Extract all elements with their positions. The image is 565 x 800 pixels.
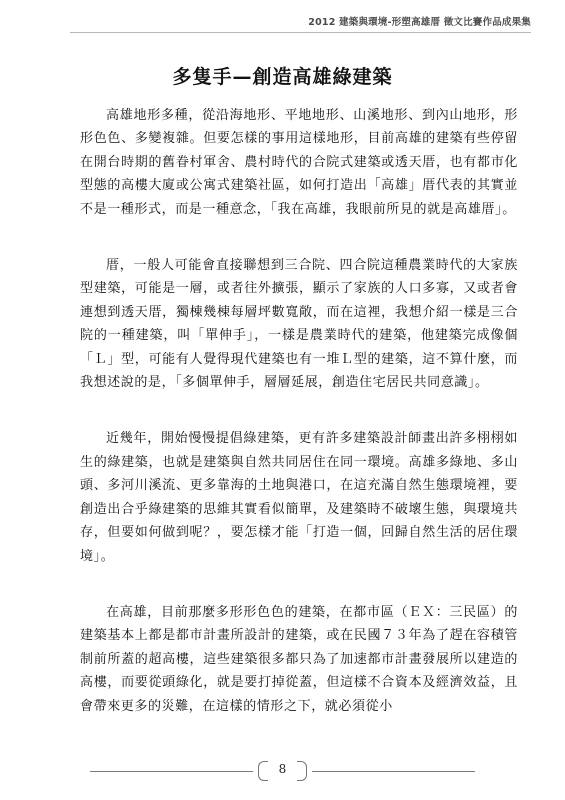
paragraph-2: 厝，一般人可能會直接聯想到三合院、四合院這種農業時代的大家族型建築，可能是一層，或者往外擴張，顯示了家族的人口多寡，又或者會連想到透天厝，獨棟幾棟每層坪數寬敞，而在這裡，我想介紹一樣是三合院的一種建築，叫「單伸手」，一樣是農業時代的建築，他建築完成像個「Ｌ」型，可能有人覺得現代建築也有一堆Ｌ型的建築，這不算什麼，而我想述說的是，「多個單伸手，層層延展，創造住宅居民共同意識」。 <box>80 258 518 391</box>
page-number: 8 <box>278 762 287 776</box>
paragraph-4: 在高雄，目前那麼多形形色色的建築，在都市區（ＥＸ：三民區）的建築基本上都是都市計畫所設計的建築，或在民國７３年為了趕在容積管制前所蓋的超高樓，這些建築很多都只為了加速都市計畫發展所以建造的高樓，而要從頭綠化，就是要打掉從蓋，但這樣不合資本及經濟效益，且會帶來更多的災難，在這樣的情形之下，就必須從小 <box>80 604 518 714</box>
header-rule <box>70 32 531 33</box>
footer-rule-right <box>312 771 475 772</box>
footer-rule-left <box>90 771 253 772</box>
page-footer <box>90 760 475 784</box>
left-bracket-icon <box>258 761 268 781</box>
running-header: 2012 建築與環境-形塑高雄厝 徵文比賽作品成果集 <box>308 17 531 28</box>
article-body <box>80 104 518 751</box>
paragraph-3: 近幾年，開始慢慢提倡綠建築，更有許多建築設計師畫出許多栩栩如生的綠建築，也就是建築與自然共同居住在同一環境。高雄多綠地、多山頭、多河川溪流、更多靠海的土地與港口，在這充滿自然生態環境裡，要創造出合乎綠建築的思維其實看似簡單，及建築時不破壞生態，與環境共存，但要如何做到呢？，要怎樣才能「打造一個，回歸自然生活的居住環境」。 <box>80 431 518 564</box>
right-bracket-icon <box>297 761 307 781</box>
page-title: 多隻手—創造高雄綠建築 <box>172 66 393 88</box>
paragraph-1: 高雄地形多種，從沿海地形、平地地形、山溪地形、到內山地形，形形色色、多變複雜。但要怎樣的事用這樣地形，目前高雄的建築有些停留在開台時期的舊眷村軍舍、農村時代的合院式建築或透天厝，也有都市化型態的高樓大廈或公寓式建築社區，如何打造出「高雄」厝代表的其實並不是一種形式，而是一種意念，「我在高雄，我眼前所見的就是高雄厝」。 <box>80 108 518 217</box>
